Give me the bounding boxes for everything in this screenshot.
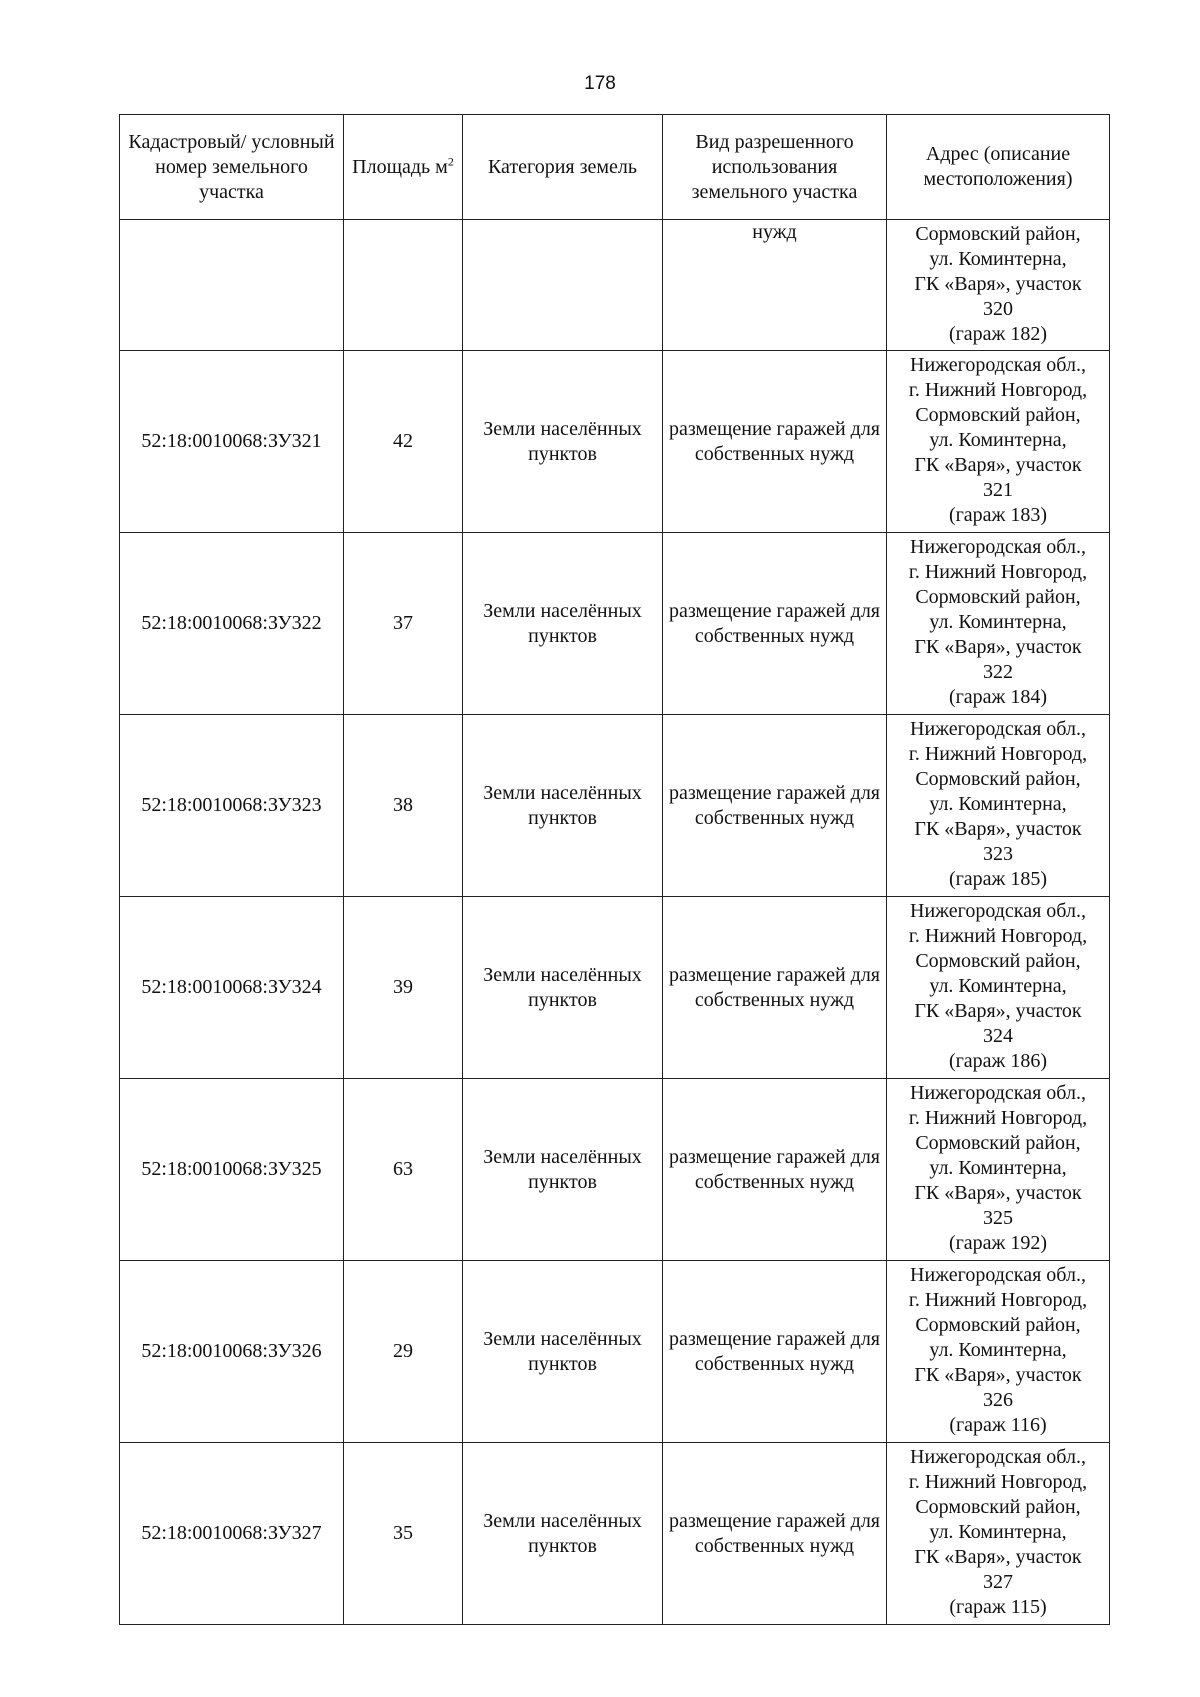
cell-area xyxy=(344,220,463,351)
address-line: ГК «Варя», участок xyxy=(914,1364,1082,1386)
address-line: г. Нижний Новгород, xyxy=(908,1107,1088,1129)
land-category-text: Земли населённых пунктов xyxy=(483,1145,642,1193)
cell-cadastral-number: 52:18:0010068:ЗУ327 xyxy=(120,1443,344,1625)
header-area-superscript: 2 xyxy=(447,153,454,168)
permitted-use-text: размещение гаражей для собственных нужд xyxy=(668,1327,881,1375)
cell-land-category xyxy=(463,220,663,351)
header-address: Адрес (описание местоположения) xyxy=(887,115,1110,220)
address-line: Нижегородская обл., xyxy=(910,354,1086,376)
address-line: (гараж 186) xyxy=(948,1050,1048,1072)
address-line: Нижегородская обл., xyxy=(910,536,1086,558)
land-category-text: Земли населённых пунктов xyxy=(483,1327,642,1375)
cell-permitted-use xyxy=(663,1261,887,1443)
table-row xyxy=(120,897,1110,1079)
cell-land-category xyxy=(463,1079,663,1261)
address-line: Сормовский район, xyxy=(915,950,1081,972)
address-line: (гараж 115) xyxy=(949,1596,1047,1618)
cell-land-category xyxy=(463,1261,663,1443)
header-area xyxy=(344,115,463,220)
header-cadastral-number: Кадастровый/ условный номер земельного участка xyxy=(120,115,344,220)
address-line: г. Нижний Новгород, xyxy=(908,561,1088,583)
cell-area: 38 xyxy=(344,715,463,897)
cell-land-category xyxy=(463,533,663,715)
address-line: ул. Коминтерна, xyxy=(929,611,1067,633)
land-plots-table xyxy=(119,114,1110,1625)
address-line: Сормовский район, xyxy=(915,1496,1081,1518)
cell-cadastral-number: 52:18:0010068:ЗУ322 xyxy=(120,533,344,715)
address-line: ул. Коминтерна, xyxy=(929,429,1067,451)
cell-cadastral-number: 52:18:0010068:ЗУ325 xyxy=(120,1079,344,1261)
table-row-continuation xyxy=(120,220,1110,351)
address-line: г. Нижний Новгород, xyxy=(908,379,1088,401)
table-header-row xyxy=(120,115,1110,220)
address-line: Сормовский район, xyxy=(915,1132,1081,1154)
address-line: Сормовский район, xyxy=(915,768,1081,790)
address-line: г. Нижний Новгород, xyxy=(908,925,1088,947)
table-body xyxy=(120,220,1110,1625)
cell-area: 39 xyxy=(344,897,463,1079)
address-line: ГК «Варя», участок xyxy=(914,454,1082,476)
address-line: г. Нижний Новгород, xyxy=(908,743,1088,765)
address-line: ул. Коминтерна, xyxy=(929,1157,1067,1179)
address-line: г. Нижний Новгород, xyxy=(908,1289,1088,1311)
address-line: Нижегородская обл., xyxy=(910,1446,1086,1468)
cell-permitted-use xyxy=(663,715,887,897)
address-line: Нижегородская обл., xyxy=(910,1264,1086,1286)
address-line: 323 xyxy=(983,843,1013,865)
header-land-category: Категория земель xyxy=(463,115,663,220)
cell-area: 29 xyxy=(344,1261,463,1443)
page-number: 178 xyxy=(584,73,616,94)
address-line: (гараж 116) xyxy=(949,1414,1047,1436)
address-line: ГК «Варя», участок xyxy=(914,273,1082,295)
address-line: Нижегородская обл., xyxy=(910,718,1086,740)
address-line: ГК «Варя», участок xyxy=(914,636,1082,658)
address-line: 325 xyxy=(983,1207,1013,1229)
cell-address xyxy=(887,1261,1110,1443)
permitted-use-text: размещение гаражей для собственных нужд xyxy=(668,417,881,465)
address-line: (гараж 192) xyxy=(948,1232,1048,1254)
cell-land-category xyxy=(463,351,663,533)
address-line: 326 xyxy=(983,1389,1013,1411)
table-row xyxy=(120,351,1110,533)
cell-permitted-use: нужд xyxy=(663,220,887,351)
land-category-text: Земли населённых пунктов xyxy=(483,1509,642,1557)
cell-area: 35 xyxy=(344,1443,463,1625)
cell-permitted-use xyxy=(663,1443,887,1625)
cell-cadastral-number: 52:18:0010068:ЗУ324 xyxy=(120,897,344,1079)
address-line: Сормовский район, xyxy=(915,404,1081,426)
address-line: ГК «Варя», участок xyxy=(914,1546,1082,1568)
land-category-text: Земли населённых пунктов xyxy=(483,963,642,1011)
address-line: ул. Коминтерна, xyxy=(929,975,1067,997)
address-line: ГК «Варя», участок xyxy=(914,1000,1082,1022)
address-line: 321 xyxy=(983,479,1013,501)
address-line: Сормовский район, xyxy=(915,586,1081,608)
table-row xyxy=(120,1443,1110,1625)
land-category-text: Земли населённых пунктов xyxy=(483,781,642,829)
address-line: ГК «Варя», участок xyxy=(914,1182,1082,1204)
cell-area: 63 xyxy=(344,1079,463,1261)
address-line: (гараж 184) xyxy=(948,686,1048,708)
cell-land-category xyxy=(463,1443,663,1625)
address-line: 324 xyxy=(983,1025,1013,1047)
permitted-use-text: размещение гаражей для собственных нужд xyxy=(668,963,881,1011)
address-line: (гараж 185) xyxy=(948,868,1048,890)
cell-area: 37 xyxy=(344,533,463,715)
cell-permitted-use xyxy=(663,533,887,715)
cell-cadastral-number xyxy=(120,220,344,351)
table-row xyxy=(120,1079,1110,1261)
cell-address xyxy=(887,897,1110,1079)
address-line: Нижегородская обл., xyxy=(910,1082,1086,1104)
table-row xyxy=(120,715,1110,897)
address-line: г. Нижний Новгород, xyxy=(908,1471,1088,1493)
address-line: Сормовский район, xyxy=(915,223,1081,245)
permitted-use-text: размещение гаражей для собственных нужд xyxy=(668,781,881,829)
address-line: ГК «Варя», участок xyxy=(914,818,1082,840)
permitted-use-text: размещение гаражей для собственных нужд xyxy=(668,1509,881,1557)
address-line: Сормовский район, xyxy=(915,1314,1081,1336)
cell-address xyxy=(887,351,1110,533)
cell-address xyxy=(887,1443,1110,1625)
table-row xyxy=(120,1261,1110,1443)
cell-permitted-use xyxy=(663,897,887,1079)
cell-land-category xyxy=(463,897,663,1079)
address-line: 320 xyxy=(983,298,1013,320)
address-line: ул. Коминтерна, xyxy=(929,793,1067,815)
address-line: 322 xyxy=(983,661,1013,683)
address-line: Нижегородская обл., xyxy=(910,900,1086,922)
header-area-label: Площадь м xyxy=(352,155,448,178)
cell-cadastral-number: 52:18:0010068:ЗУ323 xyxy=(120,715,344,897)
cell-address xyxy=(887,715,1110,897)
cell-land-category xyxy=(463,715,663,897)
address-line: ул. Коминтерна, xyxy=(929,1339,1067,1361)
land-category-text: Земли населённых пунктов xyxy=(483,417,642,465)
cell-cadastral-number: 52:18:0010068:ЗУ321 xyxy=(120,351,344,533)
permitted-use-text: размещение гаражей для собственных нужд xyxy=(668,599,881,647)
table-row xyxy=(120,533,1110,715)
address-line: (гараж 182) xyxy=(948,323,1048,345)
cell-area: 42 xyxy=(344,351,463,533)
cell-permitted-use xyxy=(663,1079,887,1261)
cell-address xyxy=(887,220,1110,351)
permitted-use-text: размещение гаражей для собственных нужд xyxy=(668,1145,881,1193)
cell-permitted-use xyxy=(663,351,887,533)
cell-address xyxy=(887,533,1110,715)
address-line: ул. Коминтерна, xyxy=(929,248,1067,270)
address-line: (гараж 183) xyxy=(948,504,1048,526)
cell-address xyxy=(887,1079,1110,1261)
address-line: ул. Коминтерна, xyxy=(929,1521,1067,1543)
address-line: 327 xyxy=(983,1571,1013,1593)
header-permitted-use: Вид разрешенного использования земельного участка xyxy=(663,115,887,220)
land-category-text: Земли населённых пунктов xyxy=(483,599,642,647)
cell-cadastral-number: 52:18:0010068:ЗУ326 xyxy=(120,1261,344,1443)
